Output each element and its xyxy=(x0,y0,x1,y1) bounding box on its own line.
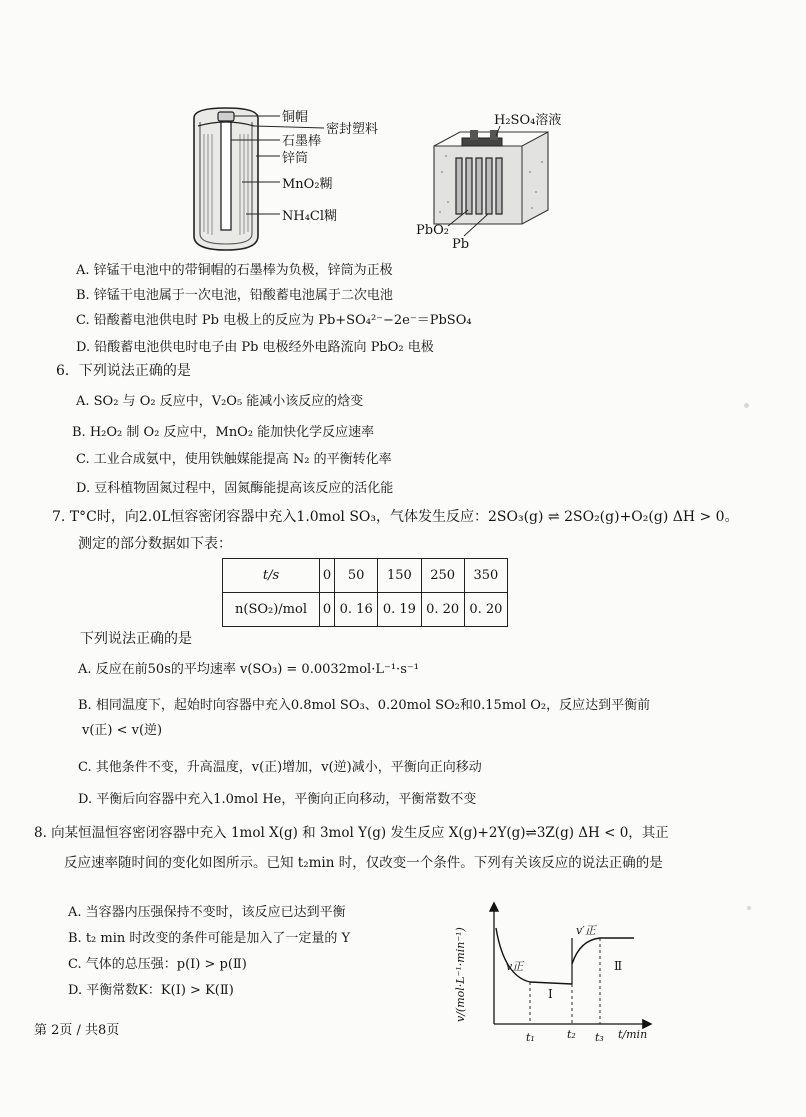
table-cell: 0 xyxy=(320,593,335,627)
label-v-forward: v正 xyxy=(506,960,524,973)
q7-option-b-cont: v(正) < v(逆) xyxy=(82,723,163,738)
dry-cell-figure xyxy=(180,104,400,260)
q5-option-d: D. 铅酸蓄电池供电时电子由 Pb 电极经外电路流向 PbO₂ 电极 xyxy=(76,340,434,355)
table-cell: 0. 20 xyxy=(464,593,507,627)
table-cell: 0. 20 xyxy=(421,593,464,627)
table-row xyxy=(223,593,508,627)
q7-option-a: A. 反应在前50s的平均速率 v(SO₃) = 0.0032mol·L⁻¹·s⁻¹ xyxy=(78,662,419,677)
table-cell: 50 xyxy=(335,559,378,593)
q6-stem: 6．下列说法正确的是 xyxy=(56,363,191,379)
table-cell: 0. 19 xyxy=(378,593,421,627)
table-cell: 0 xyxy=(320,559,335,593)
page-number: 第 2页 / 共8页 xyxy=(34,1023,120,1038)
q6-option-d: D. 豆科植物固氮过程中，固氮酶能提高该反应的活化能 xyxy=(76,481,394,496)
q6-option-a: A. SO₂ 与 O₂ 反应中，V₂O₅ 能减小该反应的焓变 xyxy=(76,394,364,409)
label-mno2-paste: MnO₂糊 xyxy=(282,177,333,192)
label-sealing-plastic: 密封塑料 xyxy=(326,122,379,137)
scan-mark xyxy=(744,403,749,408)
q6-option-c: C. 工业合成氨中，使用铁触媒能提高 N₂ 的平衡转化率 xyxy=(76,452,392,467)
lead-acid-battery-figure xyxy=(412,112,562,258)
label-graphite-rod: 石墨棒 xyxy=(282,134,322,149)
q7-option-b: B. 相同温度下，起始时向容器中充入0.8mol SO₃、0.20mol SO₂和0.15mol O₂，反应达到平衡前 xyxy=(78,698,651,713)
x-axis-label: t/min xyxy=(618,1028,648,1041)
q8-option-c: C. 气体的总压强：p(Ⅰ) > p(Ⅱ) xyxy=(68,957,247,972)
table-cell: 350 xyxy=(464,559,507,593)
q7-data-table xyxy=(222,558,508,627)
table-header-time: t/s xyxy=(223,559,320,593)
tick-t2: t₂ xyxy=(567,1028,576,1041)
q8-option-a: A. 当容器内压强保持不变时，该反应已达到平衡 xyxy=(68,905,346,920)
tick-t1: t₁ xyxy=(526,1031,535,1044)
v-forward-curve-1 xyxy=(496,928,572,984)
label-v-forward-prime: v′正 xyxy=(576,924,596,937)
q7-option-d: D. 平衡后向容器中充入1.0mol He，平衡向正向移动，平衡常数不变 xyxy=(78,792,477,807)
q5-option-b: B. 锌锰干电池属于一次电池，铅酸蓄电池属于二次电池 xyxy=(76,288,393,303)
table-cell: 150 xyxy=(378,559,421,593)
table-header-nso2: n(SO₂)/mol xyxy=(223,593,320,627)
q8-stem: 8. 向某恒温恒容密闭容器中充入 1mol X(g) 和 3mol Y(g) 发生反应 X(g)+2Y(g)⇌3Z(g) ΔH < 0，其正 xyxy=(34,825,669,841)
tick-t3: t₃ xyxy=(595,1031,604,1044)
label-pb: Pb xyxy=(452,237,470,252)
scan-mark xyxy=(747,906,751,910)
q8-stem-cont: 反应速率随时间的变化如图所示。已知 t₂min 时，仅改变一个条件。下列有关该反应的说法正确的是 xyxy=(64,855,663,871)
table-cell: 250 xyxy=(421,559,464,593)
table-row xyxy=(223,559,508,593)
label-region-1: Ⅰ xyxy=(548,987,553,1001)
q8-rate-graph xyxy=(448,898,658,1048)
q7-stem: 7. T°C时，向2.0L恒容密闭容器中充入1.0mol SO₃，气体发生反应：2SO₃(g) ⇌ 2SO₂(g)+O₂(g) ΔH > 0。 xyxy=(52,509,739,525)
label-h2so4-solution: H₂SO₄溶液 xyxy=(494,113,562,128)
label-copper-cap: 铜帽 xyxy=(282,110,309,125)
q8-option-b: B. t₂ min 时改变的条件可能是加入了一定量的 Y xyxy=(68,931,351,946)
q6-option-b: B. H₂O₂ 制 O₂ 反应中，MnO₂ 能加快化学反应速率 xyxy=(72,425,375,440)
q8-option-d: D. 平衡常数K：K(Ⅰ) > K(Ⅱ) xyxy=(68,983,234,998)
v-forward-curve-2 xyxy=(572,938,634,964)
q5-option-a: A. 锌锰干电池中的带铜帽的石墨棒为负极，锌筒为正极 xyxy=(76,263,393,278)
label-pbo2: PbO₂ xyxy=(416,223,449,238)
table-cell: 0. 16 xyxy=(335,593,378,627)
label-region-2: Ⅱ xyxy=(614,959,623,973)
q7-question-prompt: 下列说法正确的是 xyxy=(80,631,192,647)
q7-stem-table-intro: 测定的部分数据如下表： xyxy=(78,536,232,552)
label-zinc-can: 锌筒 xyxy=(282,151,309,166)
label-nh4cl-paste: NH₄Cl糊 xyxy=(282,209,338,224)
q5-option-c: C. 铅酸蓄电池供电时 Pb 电极上的反应为 Pb+SO₄²⁻−2e⁻＝PbSO₄ xyxy=(76,313,472,328)
q7-option-c: C. 其他条件不变，升高温度，v(正)增加，v(逆)减小，平衡向正向移动 xyxy=(78,760,482,775)
y-axis-label: v/(mol·L⁻¹·min⁻¹) xyxy=(454,927,467,1022)
